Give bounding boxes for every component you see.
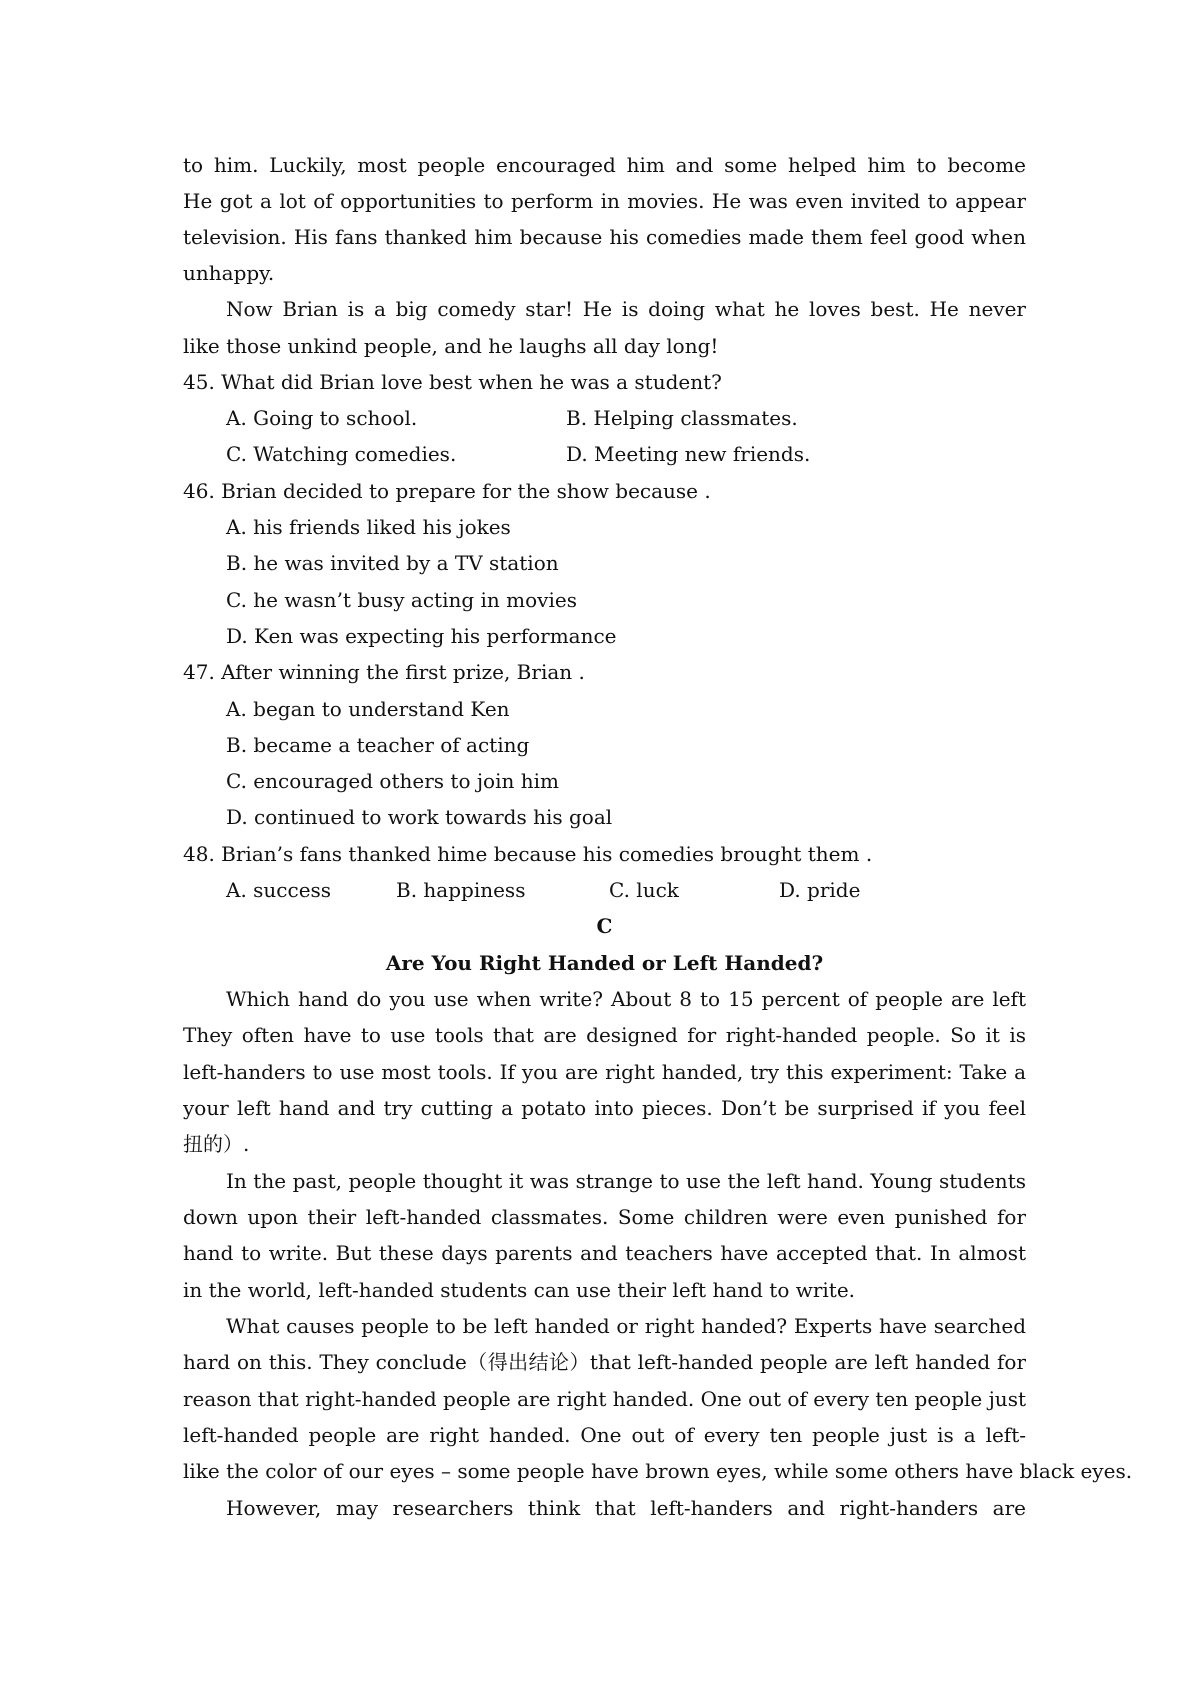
question-47-stem: 47. After winning the first prize, Brian . <box>183 660 585 684</box>
question-48-option-d: D. pride <box>779 878 861 902</box>
passage-b-line: to him. Luckily, most people encouraged him and some helped him to become <box>183 153 1026 177</box>
section-label: C <box>596 914 613 938</box>
question-46-option-c: C. he wasn’t busy acting in movies <box>226 588 577 612</box>
passage-b-line: unhappy. <box>183 261 275 285</box>
passage-b-line: He got a lot of opportunities to perform in movies. He was even invited to appear <box>183 189 1026 213</box>
passage-title: Are You Right Handed or Left Handed? <box>385 951 824 975</box>
question-45-option-a: A. Going to school. <box>226 406 418 430</box>
question-45-option-b: B. Helping classmates. <box>566 406 798 430</box>
passage-b-line: like those unkind people, and he laughs all day long! <box>183 334 719 358</box>
passage-c-line: your left hand and try cutting a potato into pieces. Don’t be surprised if you feel <box>183 1096 1026 1120</box>
passage-c-line: down upon their left-handed classmates. Some children were even punished for <box>183 1205 1026 1229</box>
question-47-option-c: C. encouraged others to join him <box>226 769 559 793</box>
passage-c-line: in the world, left-handed students can use their left hand to write. <box>183 1278 856 1302</box>
question-46-stem: 46. Brian decided to prepare for the show because . <box>183 479 711 503</box>
question-47-option-a: A. began to understand Ken <box>226 697 510 721</box>
question-47-option-d: D. continued to work towards his goal <box>226 805 613 829</box>
passage-b-line: television. His fans thanked him because his comedies made them feel good when <box>183 225 1026 249</box>
question-48-option-c: C. luck <box>609 878 679 902</box>
question-48-option-b: B. happiness <box>396 878 526 902</box>
passage-c-line: Which hand do you use when write? About 8 to 15 percent of people are left <box>226 987 1026 1011</box>
question-46-option-b: B. he was invited by a TV station <box>226 551 559 575</box>
passage-c-line: left-handed people are right handed. One out of every ten people just is a left- <box>183 1423 1026 1447</box>
question-48-option-a: A. success <box>226 878 332 902</box>
question-45-option-d: D. Meeting new friends. <box>566 442 811 466</box>
passage-c-line: In the past, people thought it was strange to use the left hand. Young students <box>226 1169 1026 1193</box>
passage-c-line: left-handers to use most tools. If you are right handed, try this experiment: Take a <box>183 1060 1026 1084</box>
question-47-option-b: B. became a teacher of acting <box>226 733 530 757</box>
question-48-stem: 48. Brian’s fans thanked hime because his comedies brought them . <box>183 842 873 866</box>
passage-c-line: 扭的）. <box>183 1132 250 1156</box>
question-46-option-d: D. Ken was expecting his performance <box>226 624 617 648</box>
passage-c-line: reason that right-handed people are right handed. One out of every ten people just <box>183 1387 1026 1411</box>
passage-c-line: hard on this. They conclude（得出结论）that left-handed people are left handed for <box>183 1350 1026 1374</box>
passage-c-line: hand to write. But these days parents and teachers have accepted that. In almost <box>183 1241 1026 1265</box>
passage-b-line: Now Brian is a big comedy star! He is doing what he loves best. He never <box>226 297 1026 321</box>
question-45-stem: 45. What did Brian love best when he was a student? <box>183 370 722 394</box>
passage-c-line: They often have to use tools that are designed for right-handed people. So it is <box>183 1023 1026 1047</box>
question-46-option-a: A. his friends liked his jokes <box>226 515 511 539</box>
passage-c-line: like the color of our eyes – some people have brown eyes, while some others have black eyes. <box>183 1459 1133 1483</box>
passage-c-line: What causes people to be left handed or right handed? Experts have searched <box>226 1314 1026 1338</box>
passage-c-line: However, may researchers think that left-handers and right-handers are <box>226 1496 1026 1520</box>
question-45-option-c: C. Watching comedies. <box>226 442 457 466</box>
